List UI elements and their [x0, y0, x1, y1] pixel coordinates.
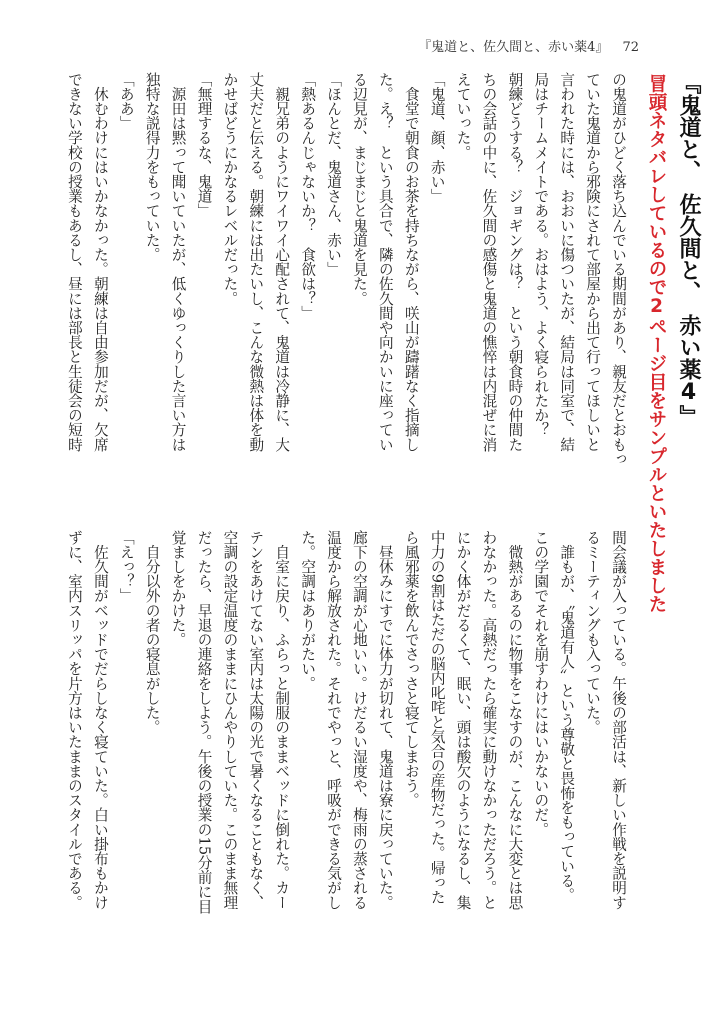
text-column: ていた鬼道から邪険にされて部屋から出て行ってほしいと [584, 72, 602, 452]
text-column: 「熱あるんじゃないか？ 食欲は？」 [299, 72, 317, 321]
text-column: た。空調はありがたい。 [299, 530, 317, 691]
text-column: 「ああ」 [117, 72, 135, 131]
text-column: 自分以外の者の寝息がした。 [143, 530, 161, 735]
text-column: 丈夫だと伝える。朝練には出たいし、こんな微熱は体を動 [247, 72, 265, 452]
text-column: この学園でそれを崩すわけにはいかないのだ。 [532, 530, 550, 837]
text-column: 親兄弟のようにワイワイ心配されて、鬼道は冷静に、大 [273, 72, 291, 452]
text-column: 「無理するな、鬼道」 [195, 72, 213, 218]
text-column: かせばどうにかなるレベルだった。 [221, 72, 239, 306]
text-column: た。え？ という具合で、隣の佐久間や向かいに座ってい [376, 72, 394, 452]
running-header-title: 『鬼道と、佐久間と、赤い薬4』 [418, 40, 609, 55]
text-column: 覚ましをかけた。 [169, 530, 187, 647]
sample-notice: 冒頭ネタバレしているので2ページ目をサンプルといたしました [646, 74, 667, 613]
text-column: ちの会話の中に、佐久間の感傷と鬼道の憔悴は内混ぜに消 [480, 72, 498, 452]
text-column: 局はチームメイトである。おはよう、よく寝られたか？ [532, 72, 550, 437]
text-column: 微熱があるのに物事をこなすのが、こんなに大変とは思 [506, 530, 524, 910]
text-column: えていった。 [454, 72, 472, 160]
text-column: るミーティングも入っていた。 [584, 530, 602, 735]
text-column: にかく体がだるくて、眠い、頭は酸欠のようになるし、集 [454, 530, 472, 910]
body-text-lower [61, 530, 631, 950]
text-column: 「鬼道、顔、赤い」 [428, 72, 446, 204]
text-column: ら風邪薬を飲んでさっさと寝てしまおう。 [402, 530, 420, 808]
text-column: る辺見が、まじまじと鬼道を見た。 [350, 72, 368, 306]
chapter-title: 『鬼道と、 佐久間と、 赤い薬4』 [676, 72, 701, 427]
text-column: 「ほんとだ、鬼道さん、赤い」 [325, 72, 343, 277]
text-column: ずに、室内スリッパを片方はいたままのスタイルである。 [65, 530, 83, 910]
text-column: 食堂で朝食のお茶を持ちながら、咲山が躊躇なく指摘し [402, 72, 420, 452]
text-column: テンをあけてない室内は太陽の光で暑くなることもなく、 [247, 530, 265, 910]
text-column: 「えっ？」 [117, 530, 135, 603]
text-column: 中力の9割はただの脳内叱咤と気合の産物だった。帰った [428, 530, 446, 905]
text-column: 間会議が入っている。午後の部活は、新しい作戦を説明す [610, 530, 627, 910]
text-column: 自室に戻り、ふらっと制服のままベッドに倒れた。カー [273, 530, 291, 910]
text-column: 温度から解放された。それでやっと、呼吸ができる気がし [325, 530, 343, 910]
text-column: 言われた時には、おおいに傷ついたが、結局は同室で、結 [558, 72, 576, 452]
page-number: 72 [622, 40, 639, 55]
text-column: 誰もが、〝鬼道有人〟という尊敬と畏怖をもっている。 [558, 530, 576, 903]
text-column: 空調の設定温度のままにひんやりしていた。このまま無理 [221, 530, 239, 910]
running-header [418, 36, 639, 55]
text-column: 休むわけにはいかなかった。朝練は自由参加だが、欠席 [91, 72, 109, 452]
body-text-upper [61, 72, 631, 492]
text-column: の鬼道がひどく落ち込んでいる期間があり、親友だとおもっ [610, 72, 627, 467]
text-column: 朝練どうする？ ジョギングは？ という朝食時の仲間た [506, 72, 524, 452]
text-column: できない学校の授業もあるし、昼には部長と生徒会の短時 [65, 72, 83, 452]
text-column: 佐久間がベッドでだらしなく寝ていた。白い掛布もかけ [91, 530, 109, 910]
text-column: わなかった。高熱だったら確実に動けなかっただろう。と [480, 530, 498, 910]
text-column: 源田は黙って聞いていたが、低くゆっくりした言い方は [169, 72, 187, 452]
text-column: 昼休みにすでに体力が切れて、鬼道は寮に戻っていた。 [376, 530, 394, 910]
text-column: 廊下の空調が心地いい。けだるい湿度や、梅雨の蒸される [350, 530, 368, 910]
text-column: 独特な説得力をもっていた。 [143, 72, 161, 262]
text-column: だったら、早退の連絡をしよう。午後の授業の15分前に目 [195, 530, 213, 914]
